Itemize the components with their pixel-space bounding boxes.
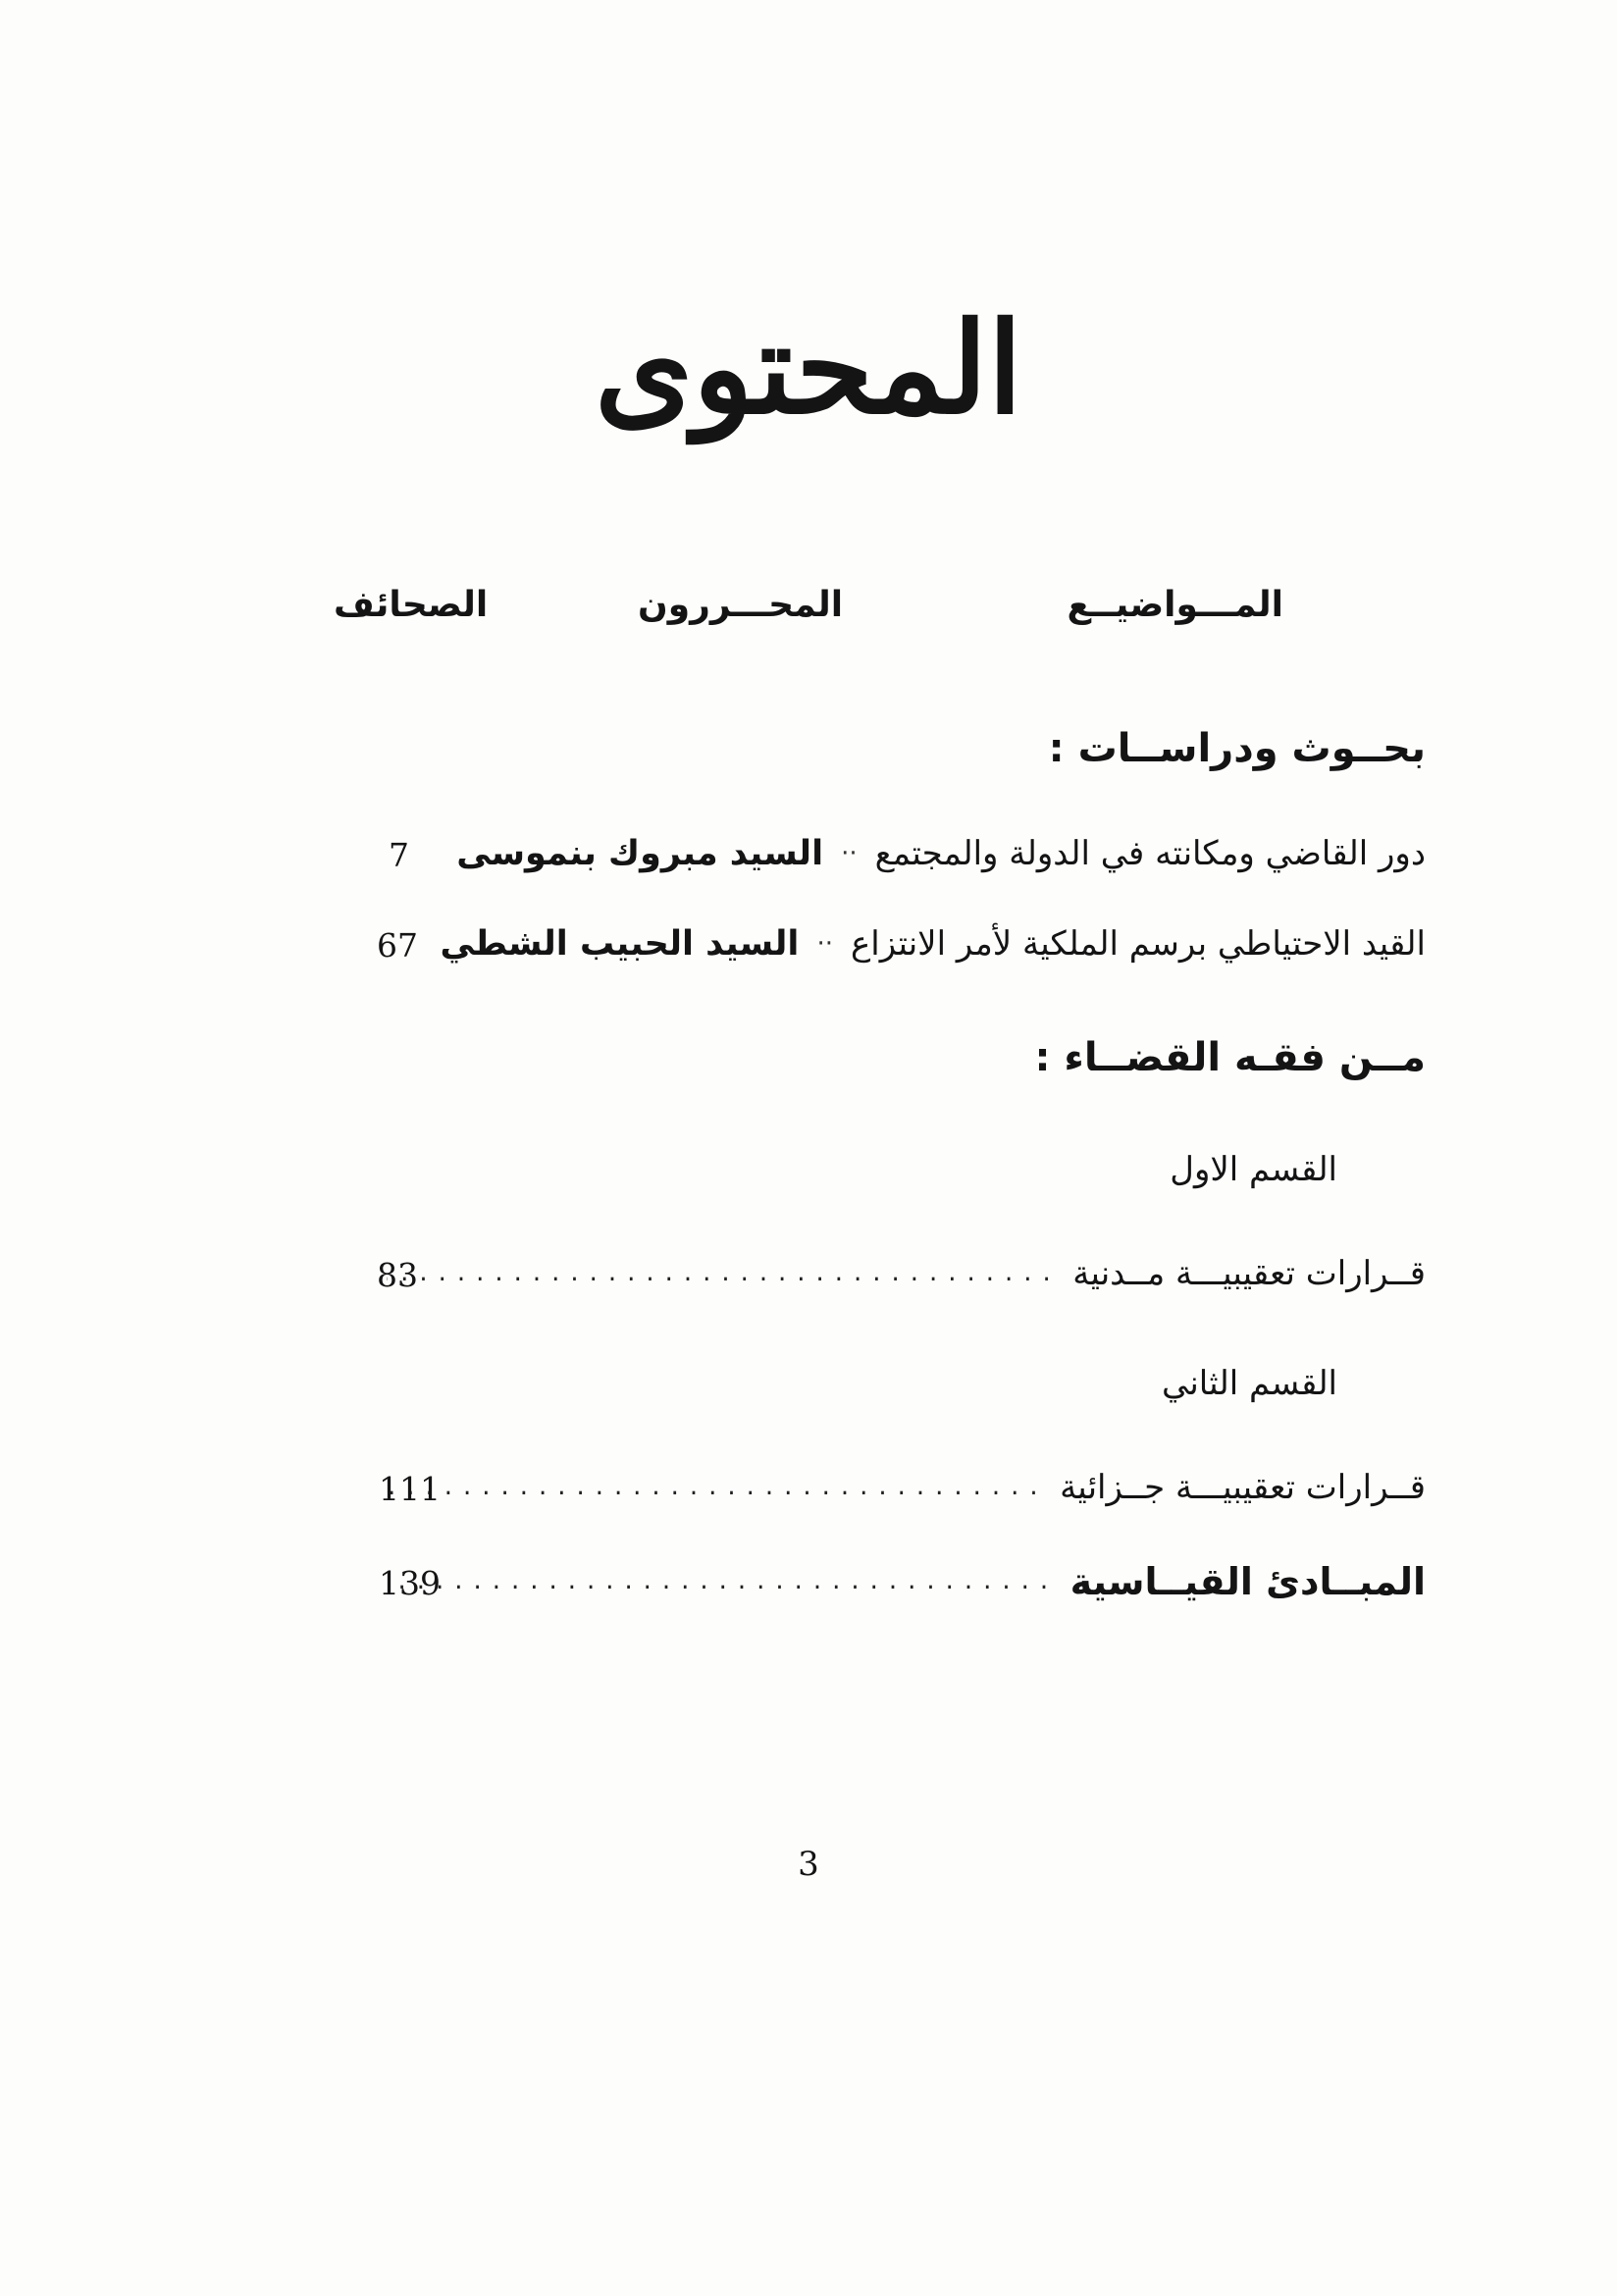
entry-title: قــرارات تعقيبيـــة مــدنية: [1072, 1254, 1426, 1293]
column-header-pages: الصحائف: [334, 585, 489, 625]
column-header-topics: المـــواضيــع: [1067, 585, 1283, 625]
entry-page-number: 7: [389, 836, 409, 874]
entry-separator: ··: [841, 839, 858, 868]
entry-author: السيد الحبيب الشطي: [440, 924, 800, 964]
dot-leader: [387, 1476, 1046, 1500]
toc-entry: [373, 1552, 1426, 1611]
entry-page-number: 83: [377, 1256, 418, 1294]
entry-author: السيد مبروك بنموسى: [456, 834, 824, 873]
entry-page-number: 139: [379, 1564, 441, 1602]
subsection-label: القسم الاول: [1170, 1150, 1337, 1189]
entry-title: المبــادئ القيــاسية: [1069, 1560, 1426, 1603]
toc-entry: [373, 914, 1426, 973]
dot-leader: [387, 1570, 1057, 1594]
entry-title: قــرارات تعقيبيـــة جــزائية: [1060, 1468, 1426, 1507]
section-heading-research: بحــوث ودراســات :: [1048, 726, 1426, 771]
toc-entry: [373, 1458, 1426, 1517]
column-header-editors: المحـــررون: [638, 585, 844, 625]
page-number: 3: [798, 1845, 819, 1884]
toc-entry: [373, 824, 1426, 883]
page-title: المحتوى: [594, 295, 1023, 443]
subsection-label: القسم الثاني: [1162, 1364, 1337, 1403]
entry-page-number: 111: [379, 1470, 441, 1508]
entry-title: القيد الاحتياطي برسم الملكية لأمر الانتزاع: [850, 924, 1426, 964]
toc-entry: [373, 1244, 1426, 1303]
entry-page-number: 67: [377, 926, 418, 965]
section-heading-jurisprudence: مــن فقـه القضــاء :: [1034, 1035, 1426, 1080]
entry-title: دور القاضي ومكانته في الدولة والمجتمع: [874, 834, 1426, 873]
entry-separator: ··: [816, 929, 833, 959]
dot-leader: [387, 1262, 1059, 1286]
